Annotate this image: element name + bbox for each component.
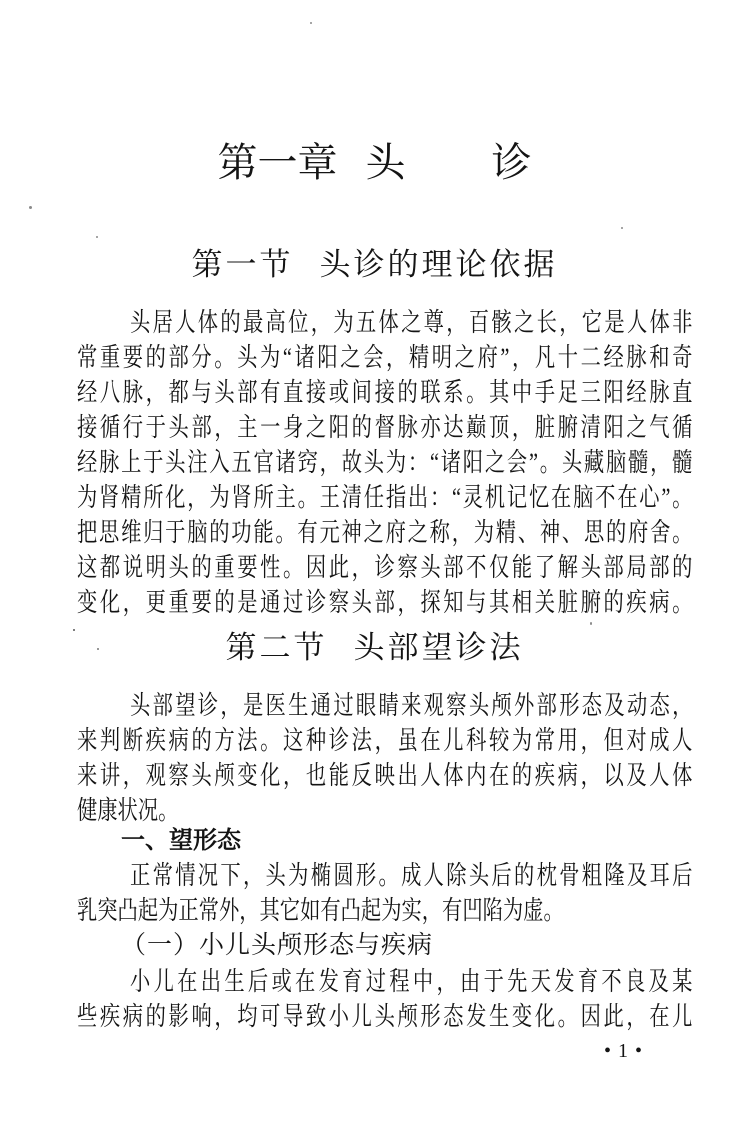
- text-line: 来讲，观察头颅变化，也能反映出人体内在的疾病，以及人体: [77, 761, 693, 790]
- scan-speck: [97, 648, 99, 650]
- section1-title: 头诊的理论依据: [319, 247, 558, 282]
- chapter-title-word1: 头: [365, 140, 406, 185]
- chapter-title: [0, 142, 749, 184]
- text-line: 经脉上于头注入五官诸窍，故头为：“诸阳之会”。头藏脑髓，髓: [77, 448, 693, 477]
- section1-label: 第一节: [191, 247, 294, 282]
- scan-speck: [590, 622, 592, 625]
- text-line: 小儿在出生后或在发育过程中，由于先天发育不良及某: [130, 967, 693, 996]
- scan-speck: [621, 227, 623, 229]
- text-line: 经八脉，都与头部有直接或间接的联系。其中手足三阳经脉直: [77, 378, 693, 407]
- text-line: 头居人体的最高位，为五体之尊，百骸之长，它是人体非: [130, 308, 693, 337]
- text-line: 这都说明头的重要性。因此，诊察头部不仅能了解头部局部的: [77, 553, 693, 582]
- section2-label: 第二节: [225, 630, 328, 665]
- section1-heading: [0, 249, 749, 282]
- page-number-dot-right: •: [635, 1040, 643, 1062]
- text-line: 头部望诊，是医生通过眼睛来观察头颅外部形态及动态，: [130, 691, 693, 720]
- paragraph-2: [77, 688, 692, 828]
- text-line: 为肾精所化，为肾所主。王清任指出：“灵机记忆在脑不在心”。: [77, 483, 693, 512]
- scan-speck: [73, 629, 75, 631]
- paragraph-4: [77, 964, 692, 1034]
- page-number-value: 1: [618, 1040, 629, 1062]
- text-line: 正常情况下，头为椭圆形。成人除头后的枕骨粗隆及耳后: [130, 861, 693, 890]
- page-number: [604, 1041, 642, 1062]
- text-line: 常重要的部分。头为“诸阳之会，精明之府”，凡十二经脉和奇: [77, 343, 693, 372]
- section2-title: 头部望诊法: [353, 630, 524, 665]
- subheading-xiaoer-toulu: （一）小儿头颅形态与疾病: [121, 932, 434, 959]
- chapter-number: 第一章: [217, 140, 338, 185]
- text-line: 来判断疾病的方法。这种诊法，虽在儿科较为常用，但对成人: [77, 726, 693, 755]
- text-line: 些疾病的影响，均可导致小儿头颅形态发生变化。因此，在儿: [77, 1002, 693, 1031]
- scan-speck: [29, 206, 32, 209]
- scan-speck: [96, 236, 98, 238]
- subheading-wang-xingtai: 一、望形态: [121, 827, 241, 854]
- chapter-title-word2: 诊: [491, 140, 532, 185]
- section2-heading: [0, 632, 749, 665]
- paragraph-3: [77, 858, 692, 928]
- page-number-dot-left: •: [604, 1040, 612, 1062]
- text-line: 把思维归于脑的功能。有元神之府之称，为精、神、思的府舍。: [77, 518, 693, 547]
- text-line: 乳突凸起为正常外，其它如有凸起为实，有凹陷为虚。: [77, 896, 564, 925]
- text-line: 接循行于头部，主一身之阳的督脉亦达巅顶，脏腑清阳之气循: [77, 413, 693, 442]
- scan-speck: [310, 22, 312, 24]
- text-line: 健康状况。: [77, 796, 179, 825]
- paragraph-1: [77, 305, 692, 620]
- text-line: 变化，更重要的是通过诊察头部，探知与其相关脏腑的疾病。: [77, 588, 693, 617]
